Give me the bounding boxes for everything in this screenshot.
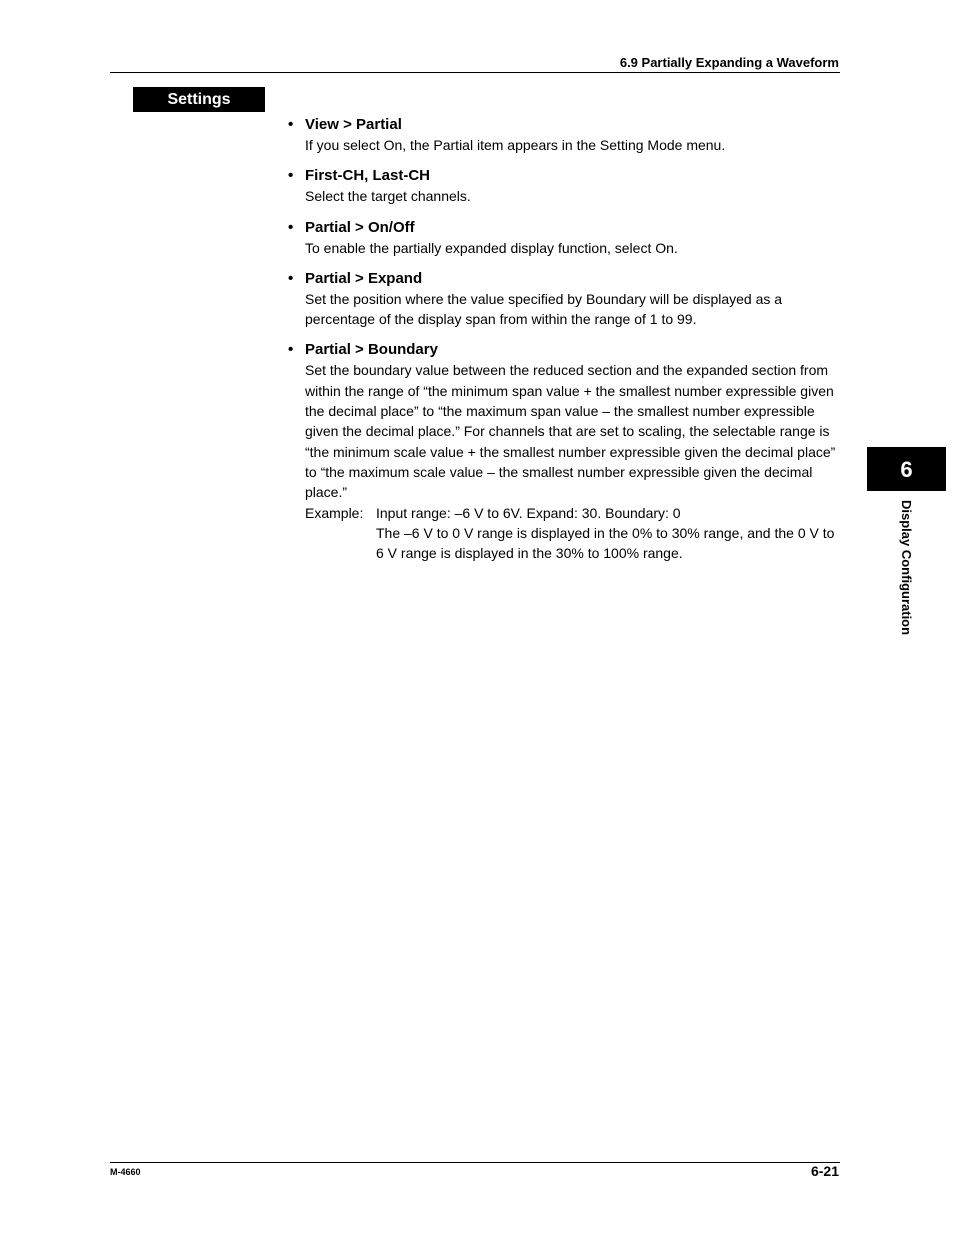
setting-title-text: First-CH, Last-CH bbox=[305, 167, 431, 185]
setting-item-partial-on-off bbox=[288, 218, 840, 258]
setting-title bbox=[288, 340, 840, 360]
page-number: 6-21 bbox=[810, 1163, 839, 1179]
settings-list bbox=[288, 115, 840, 574]
settings-badge: Settings bbox=[133, 87, 265, 112]
chapter-label: Display Configuration bbox=[899, 500, 914, 636]
example-line: The –6 V to 0 V range is displayed in the 0% to 30% range, and the 0 V to 6 V range is displayed in the 30% to 100% range. bbox=[376, 524, 835, 562]
setting-title-text: Partial > Expand bbox=[305, 269, 423, 287]
setting-title bbox=[288, 218, 840, 238]
setting-description: Set the boundary value between the reduced section and the expanded section from within the range of “the minimum span value + the smallest number expressible given the decimal place” to “the maximum span value – the smallest number expressible given the decimal place.” For channels that are set to scaling, the selectable range is “the minimum scale value + the smallest number expressible given the decimal place” to “the maximum scale value – the smallest number expressible given the decimal place.” bbox=[305, 362, 836, 501]
example-block bbox=[305, 503, 840, 564]
setting-item-view-partial bbox=[288, 115, 840, 155]
setting-title bbox=[288, 115, 840, 135]
bullet-icon: • bbox=[288, 218, 294, 236]
setting-title-text: Partial > Boundary bbox=[305, 341, 438, 359]
footer-rule bbox=[110, 1162, 840, 1163]
setting-title-text: View > Partial bbox=[305, 116, 402, 133]
setting-description: To enable the partially expanded display function, select On. bbox=[305, 239, 678, 256]
setting-description: Set the position where the value specified by Boundary will be displayed as a percentage of the display span from within the range of 1 to 99. bbox=[305, 290, 783, 328]
running-header-title: 6.9 Partially Expanding a Waveform bbox=[619, 55, 839, 70]
example-text bbox=[376, 503, 840, 564]
setting-title bbox=[288, 166, 840, 186]
document-code: M-4660 bbox=[110, 1167, 141, 1177]
header-rule bbox=[110, 72, 840, 73]
setting-title bbox=[288, 269, 840, 289]
bullet-icon: • bbox=[288, 167, 294, 185]
chapter-number-tab: 6 bbox=[867, 447, 946, 491]
setting-item-first-last-ch bbox=[288, 166, 840, 206]
example-line: Input range: –6 V to 6V. Expand: 30. Boundary: 0 bbox=[376, 504, 681, 521]
bullet-icon: • bbox=[288, 269, 294, 287]
setting-description: If you select On, the Partial item appears in the Setting Mode menu. bbox=[305, 137, 726, 153]
example-label: Example: bbox=[305, 504, 364, 521]
setting-item-partial-expand bbox=[288, 269, 840, 330]
setting-description: Select the target channels. bbox=[305, 188, 471, 205]
bullet-icon: • bbox=[288, 341, 294, 359]
bullet-icon: • bbox=[288, 116, 294, 133]
setting-title-text: Partial > On/Off bbox=[305, 218, 415, 236]
setting-item-partial-boundary bbox=[288, 340, 840, 563]
